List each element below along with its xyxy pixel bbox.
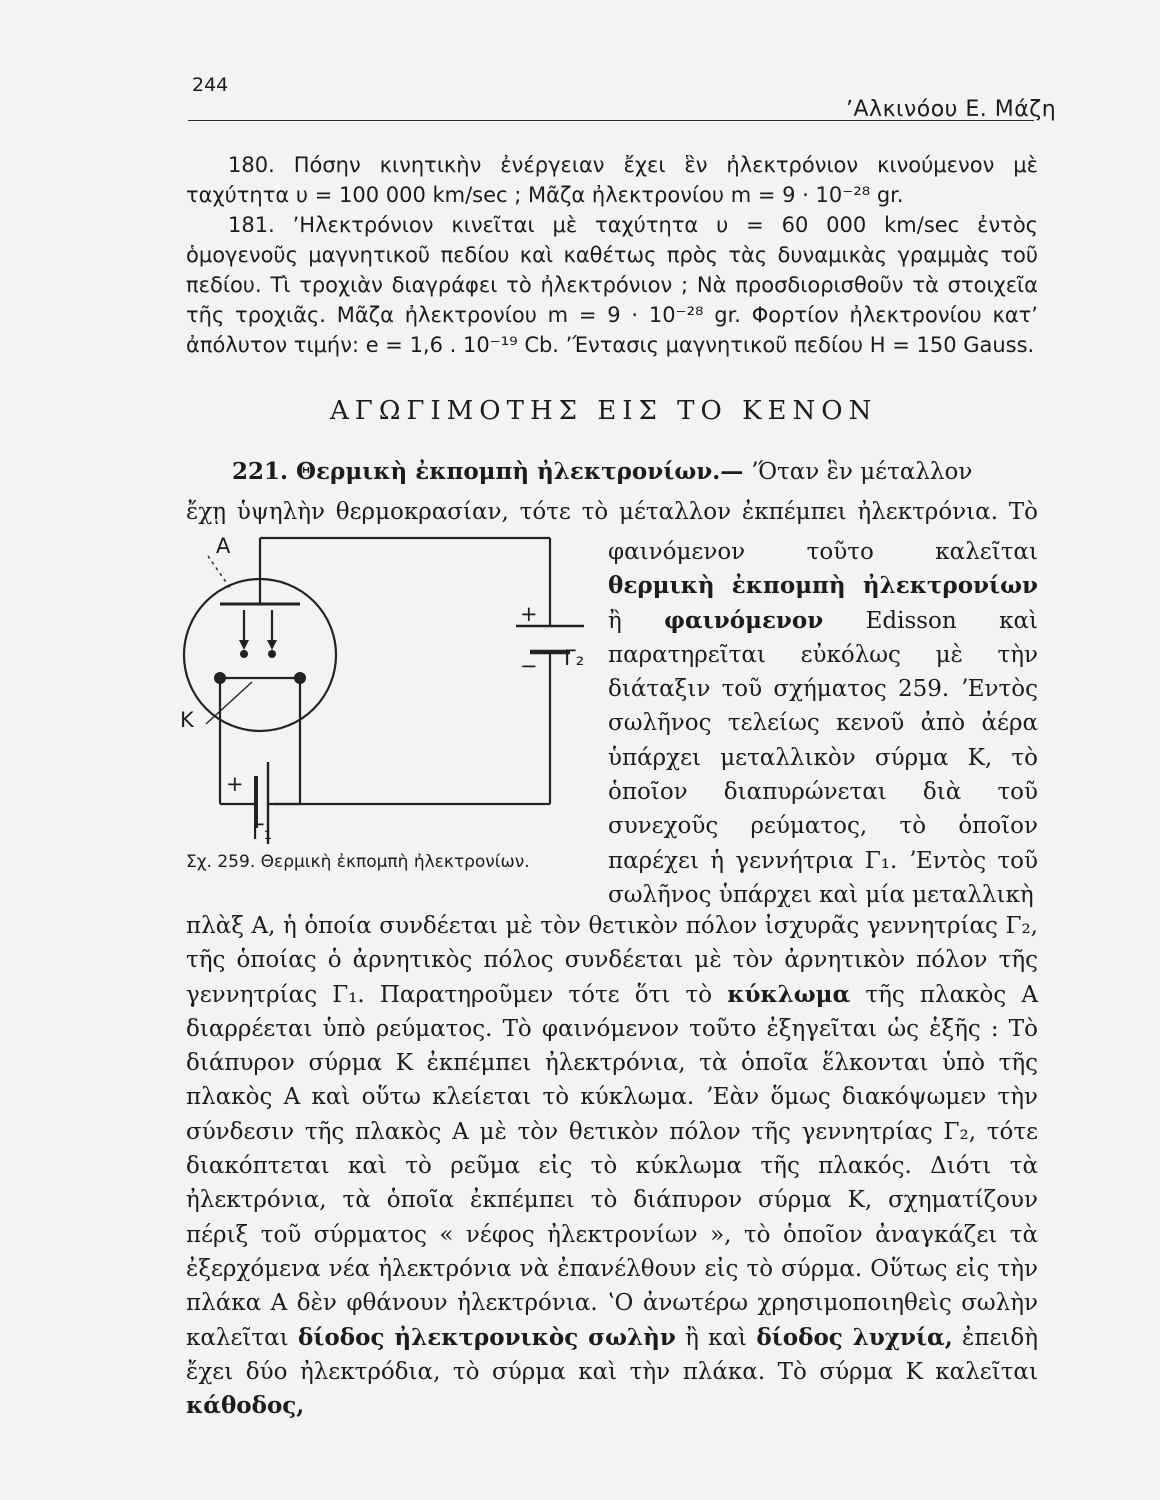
filament-terminal-left xyxy=(214,672,226,684)
text-run: ἢ καὶ xyxy=(685,1324,748,1351)
label-plate-a: A xyxy=(216,534,231,558)
label-g2-minus: − xyxy=(520,654,538,678)
figure-caption: Σχ. 259. Θερμικὴ ἐκπομπὴ ἠλεκτρονίων. xyxy=(186,852,530,872)
text-run: ἢ xyxy=(608,607,622,634)
term-phenomenon: φαινόμενον xyxy=(664,606,824,634)
electron-dot-2 xyxy=(268,650,276,658)
text-run: φαινόμενον τοῦτο καλεῖται xyxy=(608,539,1038,565)
section-heading: ΑΓΩΓΙΜΟΤΗΣ ΕΙΣ ΤΟ ΚΕΝΟΝ xyxy=(330,396,878,426)
term-diode-lamp: δίοδος λυχνία, xyxy=(756,1323,953,1351)
leader-k xyxy=(206,682,252,724)
label-g1: Γ₁ xyxy=(252,820,273,844)
running-head: ʼΑλκινόου Ε. Μάζη xyxy=(846,97,1057,122)
text-run: Edisson καὶ παρατηρεῖται εὐκόλως μὲ τὴν διάταξιν τοῦ σχήματος 259. ʼΕντὸς σωλῆνος τελείως κενοῦ ἀπὸ ἀέρα ὑπάρχει μεταλλικὸν σύρμα K, τὸ ὁποῖον διαπυρώνεται διὰ τοῦ συνεχοῦς ρεύματος, τὸ ὁποῖον παρέχει ἡ γεννήτρια Γ₁. ʼΕντὸς τοῦ σωλῆνος ὑπάρχει καὶ μία μεταλλικὴ xyxy=(608,607,1039,908)
paragraph-right-column xyxy=(608,535,1038,912)
term-diode-tube: δίοδος ἠλεκτρονικὸς σωλὴν xyxy=(297,1323,676,1351)
term-thermionic-emission: θερμικὴ ἐκπομπὴ ἠλεκτρονίων xyxy=(608,572,1038,600)
text-run: τῆς πλακὸς A διαρρέεται ὑπὸ ρεύματος. Τὸ φαινόμενον τοῦτο ἐξηγεῖται ὡς ἑξῆς : Τὸ διάπυρον σύρμα K ἐκπέμπει ἠλεκτρόνια, τὰ ὁποῖα ἕλκονται ὑπὸ τῆς πλακὸς A καὶ οὕτω κλείεται τὸ xyxy=(186,981,1039,1111)
exercise-180: 180. Πόσην κινητικὴν ἐνέργειαν ἔχει ἓν ἠλεκτρόνιον κινούμενον μὲ ταχύτητα υ = 100 000 km/sec ; Μᾶζα ἠλεκτρονίου m = 9 · 10⁻²⁸ gr. xyxy=(186,153,1038,207)
arrowhead-1 xyxy=(239,640,249,650)
paragraph-heading-line xyxy=(232,455,1038,489)
label-g1-plus: + xyxy=(226,772,244,796)
diode-circuit-diagram xyxy=(168,528,608,858)
paragraph-opening: ʼΌταν ἓν μέταλλον xyxy=(750,459,973,485)
paragraph-line-2: ἔχῃ ὑψηλὴν θερμοκρασίαν, τότε τὸ μέταλλον ἐκπέμπει ἠλεκτρόνια. Τὸ xyxy=(186,499,1038,525)
text-run: . ʼΕὰν ὅμως διακόψωμεν τὴν σύνδεσιν τῆς πλακὸς A μὲ τὸν θετικὸν πόλον τῆς γεννητρίας Γ₂, τότε διακόπτεται καὶ τὸ ρεῦμα εἰς τὸ κύκλωμα τῆς πλακός. Διότι τὰ ἠλεκτρόνια, τὰ ὁποῖα ἐκπέμπει τὸ διάπυρον σύρμα K, σχηματίζουν πέριξ τοῦ σύρματος « νέφος ἠλεκτρονίων », τὸ ὁποῖον ἀναγκάζει τὰ ἐξερχόμενα νέα ἠλεκτρόνια νὰ ἐπανέλθουν εἰς τὸ σύρμα. Οὕτως εἰς τὴν πλάκα A δὲν φθάνουν ἠλεκτρόνια. ʽΟ ἀνωτέρω χρησιμοποιηθεὶς σωλὴν καλεῖται xyxy=(186,1084,1039,1351)
figure-259 xyxy=(168,528,608,858)
paragraph-title: 221. Θερμικὴ ἐκπομπὴ ἠλεκτρονίων.— xyxy=(232,458,744,485)
electron-dot-1 xyxy=(240,650,248,658)
label-g2: Γ₂ xyxy=(564,646,585,670)
exercise-list xyxy=(186,150,1038,360)
label-filament-k: K xyxy=(180,708,194,732)
header-rule xyxy=(188,120,1034,121)
term-circuit: κύκλωμα xyxy=(727,980,851,1008)
page-number: 244 xyxy=(192,74,229,96)
filament-terminal-right xyxy=(294,672,306,684)
arrowhead-2 xyxy=(267,640,277,650)
term-circuit-2: κύκλωμα xyxy=(580,1084,687,1111)
exercise-181: 181. ʼΗλεκτρόνιον κινεῖται μὲ ταχύτητα υ = 60 000 km/sec ἐντὸς ὁμογενοῦς μαγνητικοῦ πεδίου καὶ καθέτως πρὸς τὰς δυναμικὰς γραμμὰς τοῦ πεδίου. Τὶ τροχιὰν διαγράφει τὸ ἠλεκτρόνιον ; Νὰ προσδιορισθοῦν τὰ στοιχεῖα τῆς τροχιᾶς. Μᾶζα ἠλεκτρονίου m = 9 · 10⁻²⁸ gr. Φορτίον ἠλεκτρονίου κατʼ ἀπόλυτον τιμήν: e = 1,6 . 10⁻¹⁹ Cb. ʼΈντασις μαγνητικοῦ πεδίου H = 150 Gauss. xyxy=(186,213,1038,357)
leader-a xyxy=(208,556,230,588)
paragraph-body xyxy=(186,909,1038,1423)
text-run: ἐπειδὴ ἔχει δύο ἠλεκτρόδια, τὸ σύρμα καὶ τὴν πλάκα. Τὸ σύρμα K καλεῖται xyxy=(186,1324,1039,1385)
label-g2-plus: + xyxy=(520,602,538,626)
text-run: πλὰξ A, ἡ ὁποία συνδέεται μὲ τὸν θετικὸν πόλον ἰσχυρᾶς γεννητρίας Γ₂, τῆς ὁποίας ὁ ἀρνητικὸς πόλος συνδέεται μὲ τὸν ἀρνητικὸν πόλον τῆς γεννητρίας Γ₁. Παρατηροῦμεν τότε ὅτι τὸ xyxy=(186,913,1038,1008)
term-cathode: κάθοδος, xyxy=(186,1392,305,1420)
